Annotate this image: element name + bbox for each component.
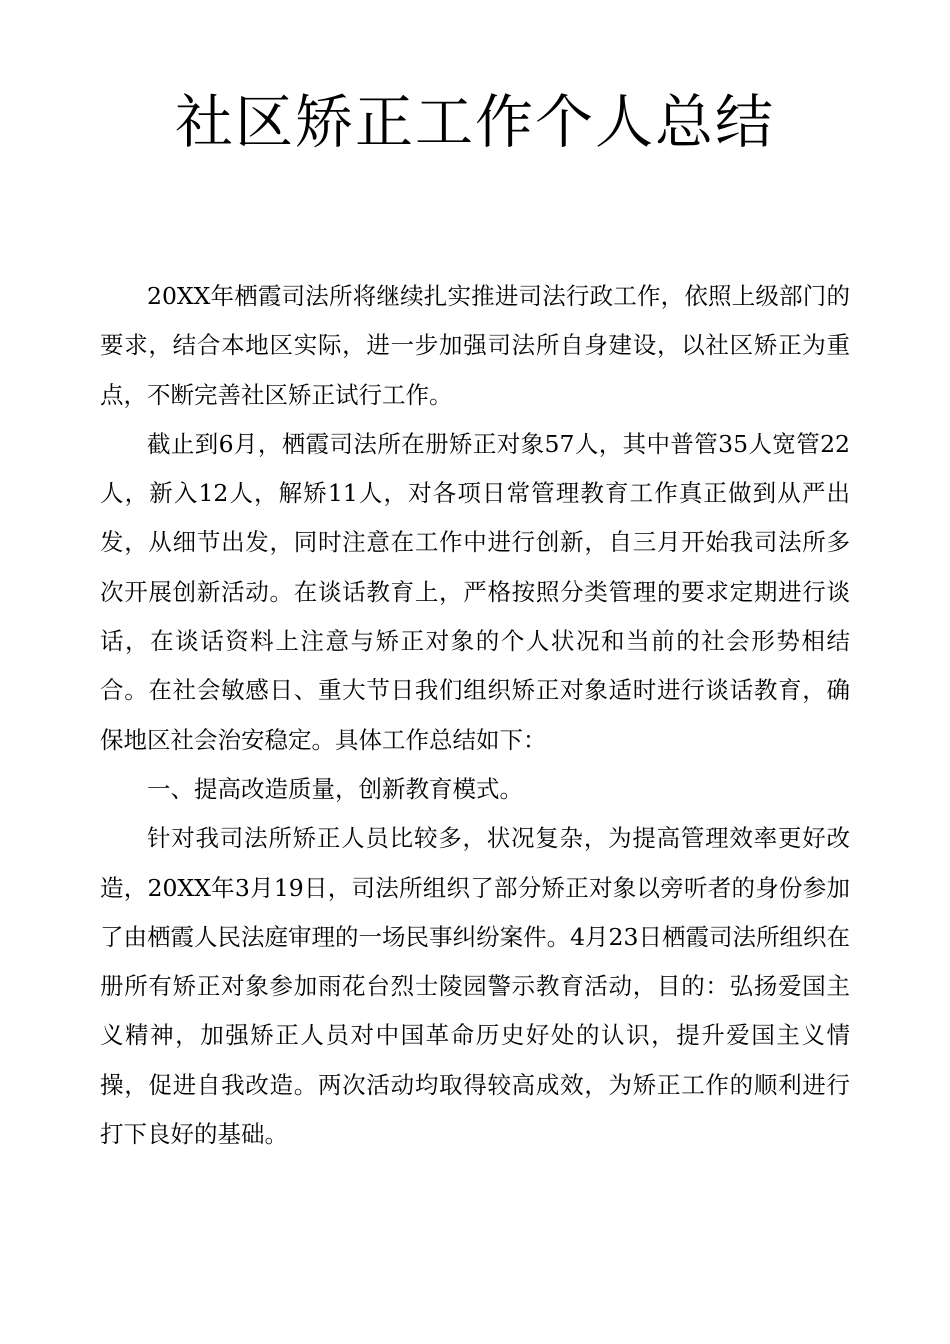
paragraph: 20XX年栖霞司法所将继续扎实推进司法行政工作，依照上级部门的要求，结合本地区实际，进一步加强司法所自身建设，以社区矫正为重点，不断完善社区矫正试行工作。 xyxy=(100,282,850,409)
paragraph: 截止到6月，栖霞司法所在册矫正对象57人，其中普管35人宽管22人，新入12人，解矫11人，对各项日常管理教育工作真正做到从严出发，从细节出发，同时注意在工作中进行创新，自三月开始我司法所多次开展创新活动。在谈话教育上，严格按照分类管理的要求定期进行谈话，在谈话资料上注意与矫正对象的个人状况和当前的社会形势相结合。在社会敏感日、重大节日我们组织矫正对象适时进行谈话教育，确保地区社会治安稳定。具体工作总结如下： xyxy=(100,429,850,754)
paragraph: 针对我司法所矫正人员比较多，状况复杂，为提高管理效率更好改造，20XX年3月19日，司法所组织了部分矫正对象以旁听者的身份参加了由栖霞人民法庭审理的一场民事纠纷案件。4月23日栖霞司法所组织在册所有矫正对象参加雨花台烈士陵园警示教育活动，目的：弘扬爱国主义精神，加强矫正人员对中国革命历史好处的认识，提升爱国主义情操，促进自我改造。两次活动均取得较高成效，为矫正工作的顺利进行打下良好的基础。 xyxy=(100,824,850,1149)
document-title: 社区矫正工作个人总结 xyxy=(174,88,775,156)
document-body xyxy=(100,272,850,1159)
paragraph: 一、提高改造质量，创新教育模式。 xyxy=(147,774,523,803)
